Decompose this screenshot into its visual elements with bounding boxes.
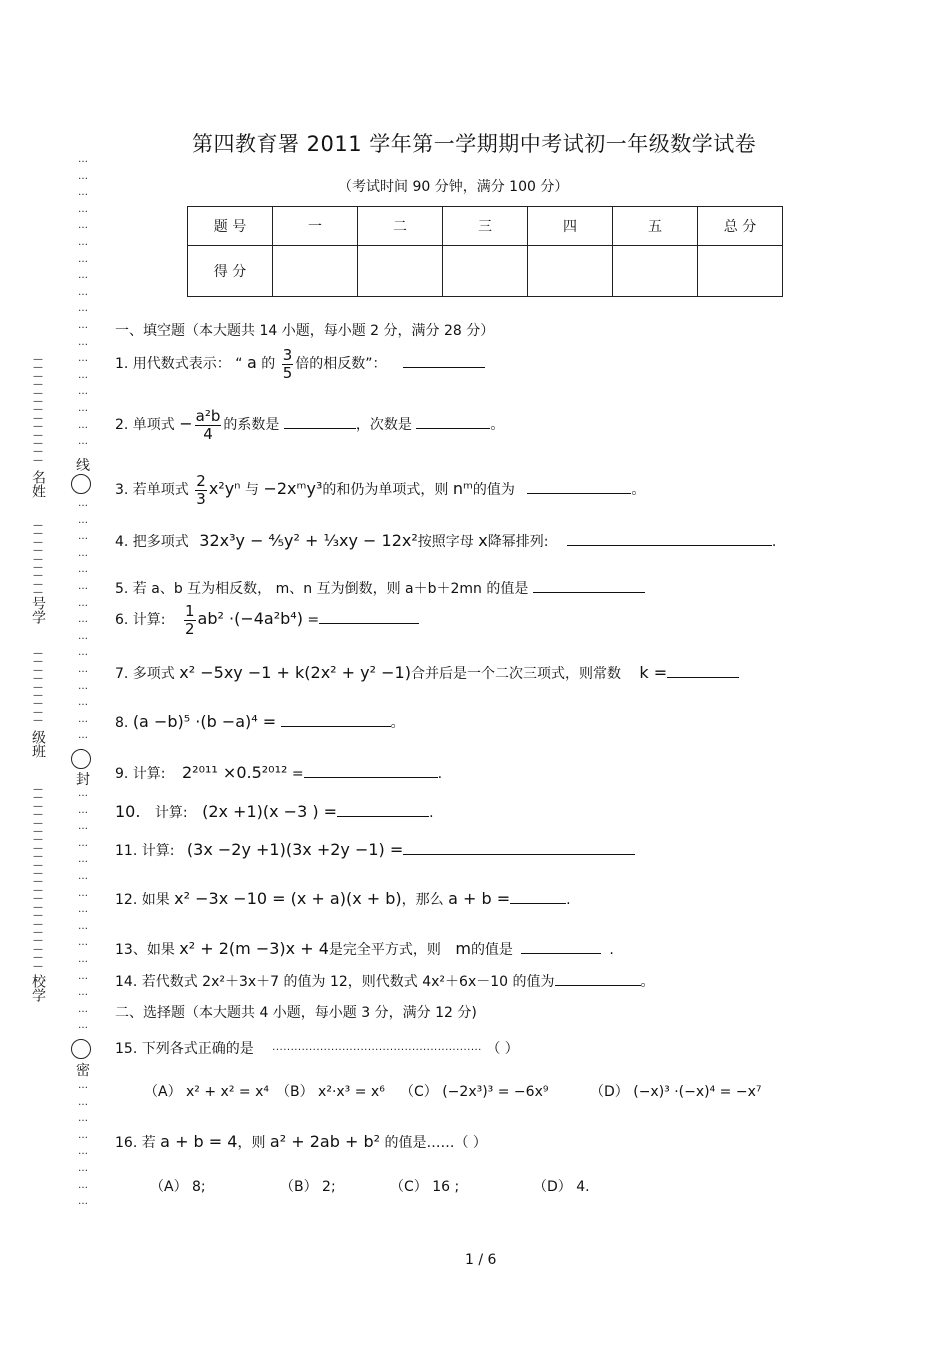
q3-text: 的和仍为单项式，则: [322, 482, 449, 498]
q2-text: 的系数是: [223, 417, 280, 433]
binding-hole-icon: [71, 749, 91, 769]
q1-numerator: 3: [282, 346, 293, 364]
answer-blank[interactable]: [284, 414, 356, 429]
q4-var: x: [478, 531, 488, 550]
score-row-label: 得 分: [188, 246, 273, 297]
question-16: [115, 1132, 487, 1152]
q1-text: 的: [256, 356, 276, 372]
q13-var: m: [455, 939, 471, 958]
answer-blank[interactable]: [567, 531, 772, 546]
q8-expr: (a −b)⁵ ·(b −a)⁴ =: [132, 712, 277, 731]
score-cell: [528, 246, 613, 297]
field-class-label: 级班: [30, 730, 46, 758]
score-cell: [273, 246, 358, 297]
seal-dotted-line: … … … … … … … … … … … … … … …: [78, 788, 88, 1032]
q12-text: ，那么: [401, 892, 444, 908]
q6-fraction: [184, 603, 196, 637]
q3-text: 3. 若单项式: [115, 482, 189, 498]
q6-text: 6. 计算:: [115, 612, 166, 628]
q7-text: 7. 多项式: [115, 666, 175, 682]
school-underline: — — — — — — — — — — — — — — — — — — — — — —: [33, 784, 43, 972]
q1-fraction: [282, 347, 294, 381]
score-cell: [358, 246, 443, 297]
q15-option-b[interactable]: （B） x²·x³ = x⁶: [276, 1084, 385, 1100]
q3-text: 的值为: [472, 482, 515, 498]
q13-expr: x² + 2(m −3)x + 4: [179, 939, 329, 958]
q16-option-d[interactable]: （D） 4.: [533, 1179, 590, 1195]
q2-text: 2. 单项式: [115, 417, 175, 433]
q6-denominator: 2: [184, 619, 195, 638]
q3-denominator: 3: [196, 489, 206, 508]
q16-text: ，则: [237, 1135, 266, 1151]
q12-text: .: [566, 892, 571, 908]
q9-text: .: [437, 766, 443, 782]
question-8: [115, 712, 405, 732]
q1-var: a: [246, 353, 257, 372]
question-5: [115, 578, 645, 598]
q16-option-a[interactable]: （A） 8;: [150, 1179, 206, 1195]
q6-text: =: [307, 612, 320, 628]
q6-numerator: 1: [184, 602, 195, 620]
q2-denominator: 4: [203, 424, 213, 443]
q2-fraction: [195, 408, 222, 442]
question-1: [115, 347, 485, 381]
q14-text: 14. 若代数式 2x²＋3x＋7 的值为 12，则代数式 4x²＋6x－10 的值为: [115, 974, 555, 990]
q16-expr: a + b = 4: [160, 1132, 238, 1151]
q3-expr: −2xᵐy³: [263, 479, 323, 498]
field-name-label: 名姓: [30, 470, 46, 498]
question-7: [115, 663, 739, 683]
q9-text: 9. 计算:: [115, 766, 166, 782]
q4-expr: 32x³y − ⁴⁄₅y² + ¹⁄₃xy − 12x²: [199, 531, 418, 550]
score-header-5: 五: [613, 207, 698, 246]
q6-expr: ab² ·(−4a²b⁴): [197, 609, 303, 628]
q14-text: 。: [640, 974, 655, 990]
q1-denominator: 5: [282, 363, 293, 382]
answer-blank[interactable]: [667, 663, 739, 678]
q16-option-c[interactable]: （C） 16 ;: [390, 1179, 460, 1195]
question-14: [115, 971, 655, 991]
section-heading-fill-blank: 一、填空题（本大题共 14 小题，每小题 2 分，满分 28 分）: [115, 323, 495, 339]
q2-minus: −: [179, 414, 193, 433]
answer-blank[interactable]: [403, 840, 635, 855]
page-number: 1 / 6: [465, 1252, 497, 1268]
score-header-4: 四: [528, 207, 613, 246]
q16-text: 16. 若: [115, 1135, 156, 1151]
q10-number: 10.: [115, 802, 141, 821]
seal-label-mi: 密: [76, 1063, 90, 1079]
q3-expr: x²yⁿ: [208, 479, 241, 498]
seal-label-line: 线: [76, 458, 90, 474]
q3-fraction: [195, 473, 207, 507]
seal-dotted-line: … … … … … … … … … … … … … … … … … …: [78, 154, 88, 448]
seal-label-feng: 封: [76, 772, 90, 788]
question-4: [115, 531, 776, 551]
q4-text: 降幂排列:: [487, 534, 549, 550]
question-3: [115, 473, 645, 507]
score-header-3: 三: [443, 207, 528, 246]
q13-text: .: [609, 942, 614, 958]
q1-text: 1. 用代数式表示： “: [115, 356, 243, 372]
q15-option-a[interactable]: （A） x² + x² = x⁴: [144, 1084, 269, 1100]
question-10: [115, 802, 434, 822]
q8-text: 。: [390, 715, 405, 731]
binding-hole-icon: [71, 474, 91, 494]
binding-hole-icon: [71, 1039, 91, 1059]
q7-var: k =: [639, 663, 668, 682]
seal-dotted-line: … … … … … … … … … … … … … … …: [78, 498, 88, 742]
q10-text: .: [429, 805, 434, 821]
question-13: [115, 939, 614, 959]
question-11: [115, 840, 635, 860]
q13-text: 13、如果: [115, 942, 175, 958]
answer-blank[interactable]: [527, 479, 631, 494]
question-6: [115, 603, 419, 637]
answer-blank[interactable]: [555, 971, 641, 986]
exam-subtitle: （考试时间 90 分钟，满分 100 分）: [338, 179, 569, 195]
q1-text: 倍的相反数”：: [295, 356, 387, 372]
q16-option-b[interactable]: （B） 2;: [280, 1179, 336, 1195]
q4-text: .: [771, 534, 777, 550]
score-cell: [443, 246, 528, 297]
field-school-label: 校学: [30, 974, 46, 1002]
score-cell: [698, 246, 783, 297]
exam-title: 第四教育署 2011 学年第一学期期中考试初一年级数学试卷: [192, 132, 757, 156]
answer-blank[interactable]: [304, 763, 438, 778]
q15-text: 15. 下列各式正确的是: [115, 1041, 254, 1057]
q15-answer-paren[interactable]: （ ）: [486, 1041, 519, 1057]
q2-text: 。: [490, 417, 505, 433]
q15-option-d[interactable]: （D） (−x)³ ·(−x)⁴ = −x⁷: [590, 1084, 762, 1100]
q4-text: 按照字母: [417, 534, 474, 550]
class-underline: — — — — — — — — —: [33, 648, 43, 727]
q11-expr: (3x −2y +1)(3x +2y −1) =: [186, 840, 404, 859]
score-header-1: 一: [273, 207, 358, 246]
answer-blank[interactable]: [319, 609, 419, 624]
score-header-label: 题 号: [188, 207, 273, 246]
section-heading-multiple-choice: 二、选择题（本大题共 4 小题，每小题 3 分，满分 12 分): [115, 1005, 477, 1021]
score-table: [187, 206, 783, 297]
q2-text: ，次数是: [355, 417, 412, 433]
q2-numerator: a²b: [195, 407, 221, 425]
q12-expr: x² −3x −10 = (x + a)(x + b): [174, 889, 402, 908]
q8-text: 8.: [115, 715, 129, 731]
answer-blank[interactable]: [510, 889, 566, 904]
q3-text: 与: [245, 482, 259, 498]
q16-expr: a² + 2ab + b²: [269, 1132, 381, 1151]
question-15: [115, 1038, 519, 1058]
answer-blank[interactable]: [416, 414, 490, 429]
q3-text: 。: [631, 482, 646, 498]
q3-numerator: 2: [196, 472, 206, 490]
q7-text: 合并后是一个二次三项式，则常数: [410, 666, 621, 682]
q15-leader-dots: ·························································: [272, 1045, 482, 1056]
seal-dotted-line: … … … … … … … …: [78, 1080, 88, 1208]
q10-expr: (2x +1)(x −3 ) =: [202, 802, 338, 821]
score-cell: [613, 246, 698, 297]
q15-option-c[interactable]: （C） (−2x³)³ = −6x⁹: [400, 1084, 549, 1100]
q10-text: 计算:: [154, 805, 188, 821]
answer-blank[interactable]: [403, 353, 485, 368]
q13-text: 的值是: [470, 942, 513, 958]
q12-expr: a + b =: [448, 889, 511, 908]
question-12: [115, 889, 571, 909]
q3-expr: nᵐ: [452, 479, 473, 498]
q4-text: 4. 把多项式: [115, 534, 189, 550]
q12-text: 12. 如果: [115, 892, 170, 908]
q9-expr: 2²⁰¹¹ ×0.5²⁰¹²: [181, 763, 288, 782]
question-9: [115, 763, 442, 783]
q7-expr: x² −5xy −1 + k(2x² + y² −1): [179, 663, 411, 682]
q11-text: 11. 计算:: [115, 843, 175, 859]
score-header-2: 二: [358, 207, 443, 246]
answer-blank[interactable]: [521, 939, 601, 954]
answer-blank[interactable]: [337, 802, 429, 817]
question-2: [115, 408, 504, 442]
answer-blank[interactable]: [533, 578, 645, 593]
field-number-label: 号学: [30, 596, 46, 624]
q13-text: 是完全平方式，则: [328, 942, 441, 958]
score-header-total: 总 分: [698, 207, 783, 246]
q5-text: 5. 若 a、b 互为相反数， m、n 互为倒数，则 a＋b＋2mn 的值是: [115, 581, 529, 597]
number-underline: — — — — — — — — —: [33, 520, 43, 599]
q16-text: 的值是……（ ）: [384, 1135, 487, 1151]
answer-blank[interactable]: [281, 712, 391, 727]
name-underline: — — — — — — — — — — — — —: [33, 354, 43, 466]
q9-text: =: [291, 766, 304, 782]
